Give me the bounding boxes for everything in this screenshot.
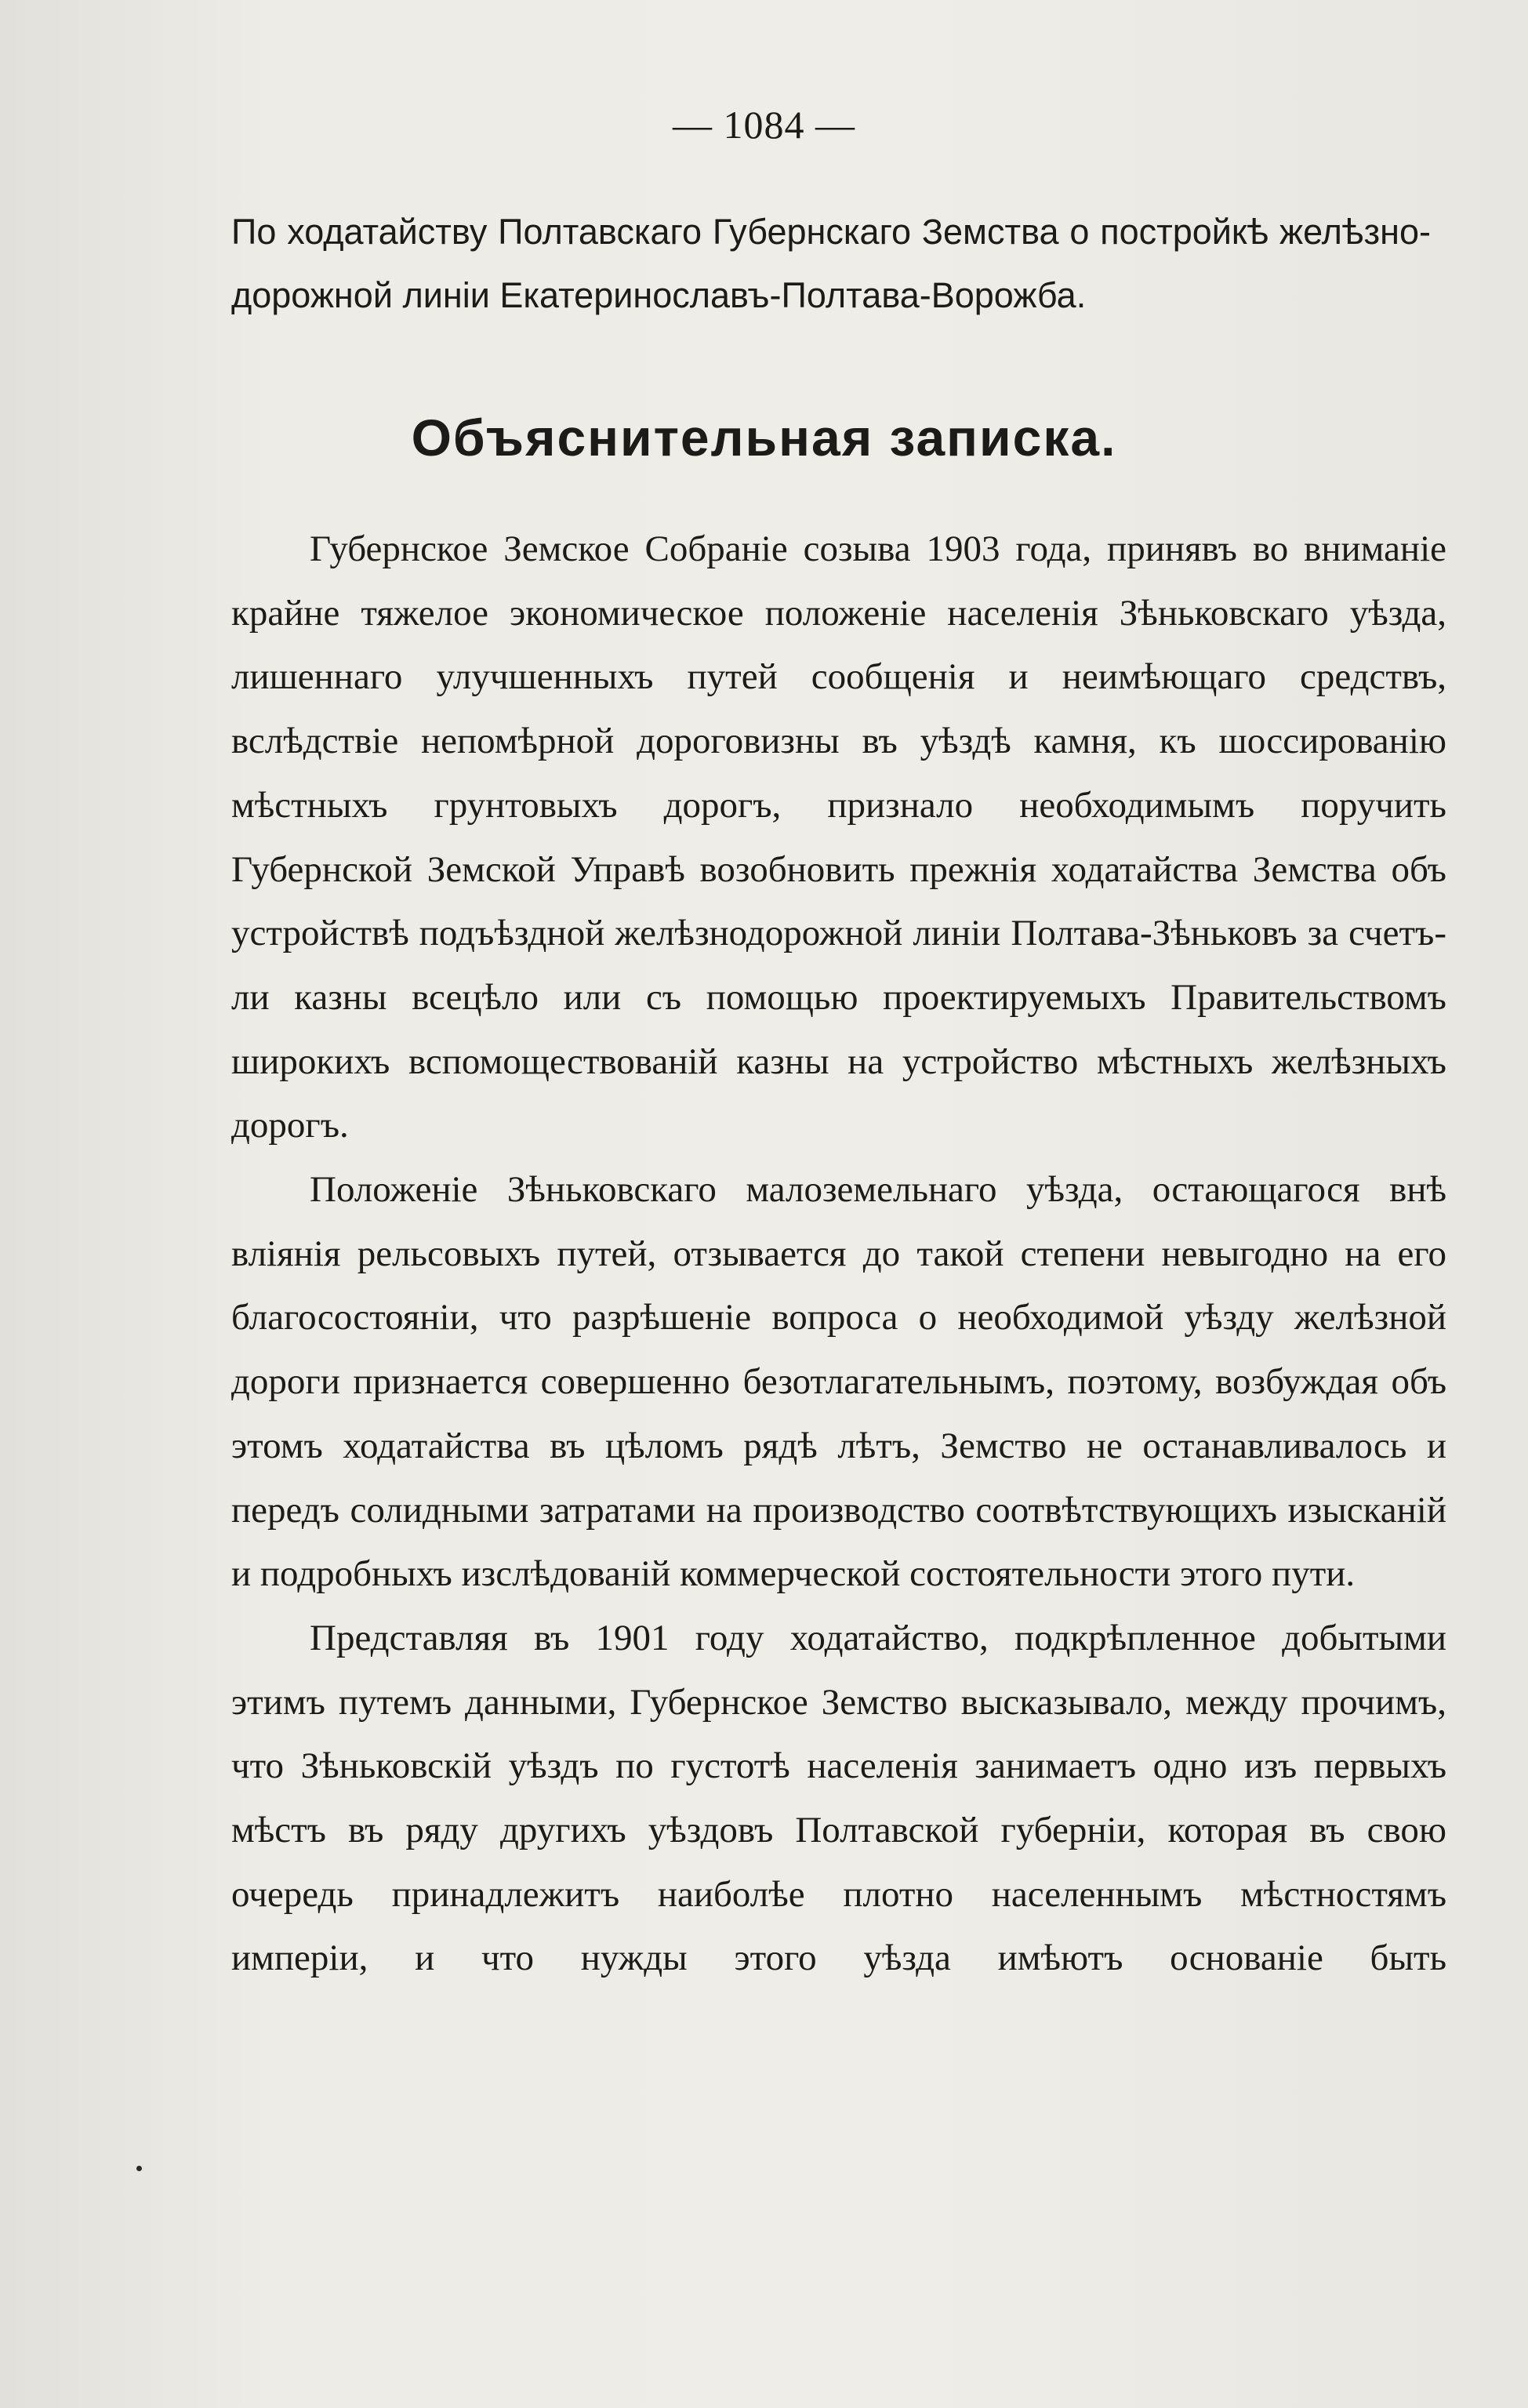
- ink-speck: [136, 2166, 142, 2171]
- paragraph: Положеніе Зѣньковскаго малоземельнаго уѣзда, остающагося внѣ вліянія рельсовыхъ путей, отзывается до такой степени невыгодно на его благосостояніи, что разрѣшеніе вопроса о необходимой уѣзду желѣзной дороги признается совершенно безотлагательнымъ, поэтому, возбуждая объ этомъ ходатайства въ цѣломъ рядѣ лѣтъ, Земство не останавливалось и передъ солидными затратами на производство соотвѣтствующихъ изысканій и подробныхъ изслѣдованій коммерческой состоятельности этого пути.: [231, 1169, 1446, 1595]
- petition-heading: По ходатайству Полтавскаго Губернскаго Земства о постройкѣ желѣзно-дорожной линіи Екатеринославъ-Полтава-Ворожба.: [231, 212, 1431, 315]
- paragraph: Представляя въ 1901 году ходатайство, подкрѣпленное добытыми этимъ путемъ данными, Губернское Земство высказывало, между прочимъ, что Зѣньковскій уѣздъ по густотѣ населенія занимаетъ одно изъ первыхъ мѣстъ въ ряду другихъ уѣздовъ Полтавской губерніи, которая въ свою очередь принадлежитъ наиболѣе плотно населеннымъ мѣстностямъ имперіи, и что нужды этого уѣзда имѣютъ основаніе быть: [231, 1617, 1446, 1979]
- body-text: [231, 518, 1446, 1991]
- paragraph: Губернское Земское Собраніе созыва 1903 года, принявъ во вниманіе крайне тяжелое экономическое положеніе населенія Зѣньковскаго уѣзда, лишеннаго улучшенныхъ путей сообщенія и неимѣющаго средствъ, вслѣдствіе непомѣрной дороговизны въ уѣздѣ камня, къ шоссированію мѣстныхъ грунтовыхъ дорогъ, признало необходимымъ поручить Губернской Земской Управѣ возобновить прежнія ходатайства Земства объ устройствѣ подъѣздной желѣзнодорожной линіи Полтава-Зѣньковъ за счетъ-ли казны всецѣло или съ помощью проектируемыхъ Правительствомъ широкихъ вспомоществованій казны на устройство мѣстныхъ желѣзныхъ дорогъ.: [231, 528, 1446, 1146]
- page-number: — 1084 —: [673, 103, 855, 147]
- section-title: Объяснительная записка.: [411, 409, 1117, 467]
